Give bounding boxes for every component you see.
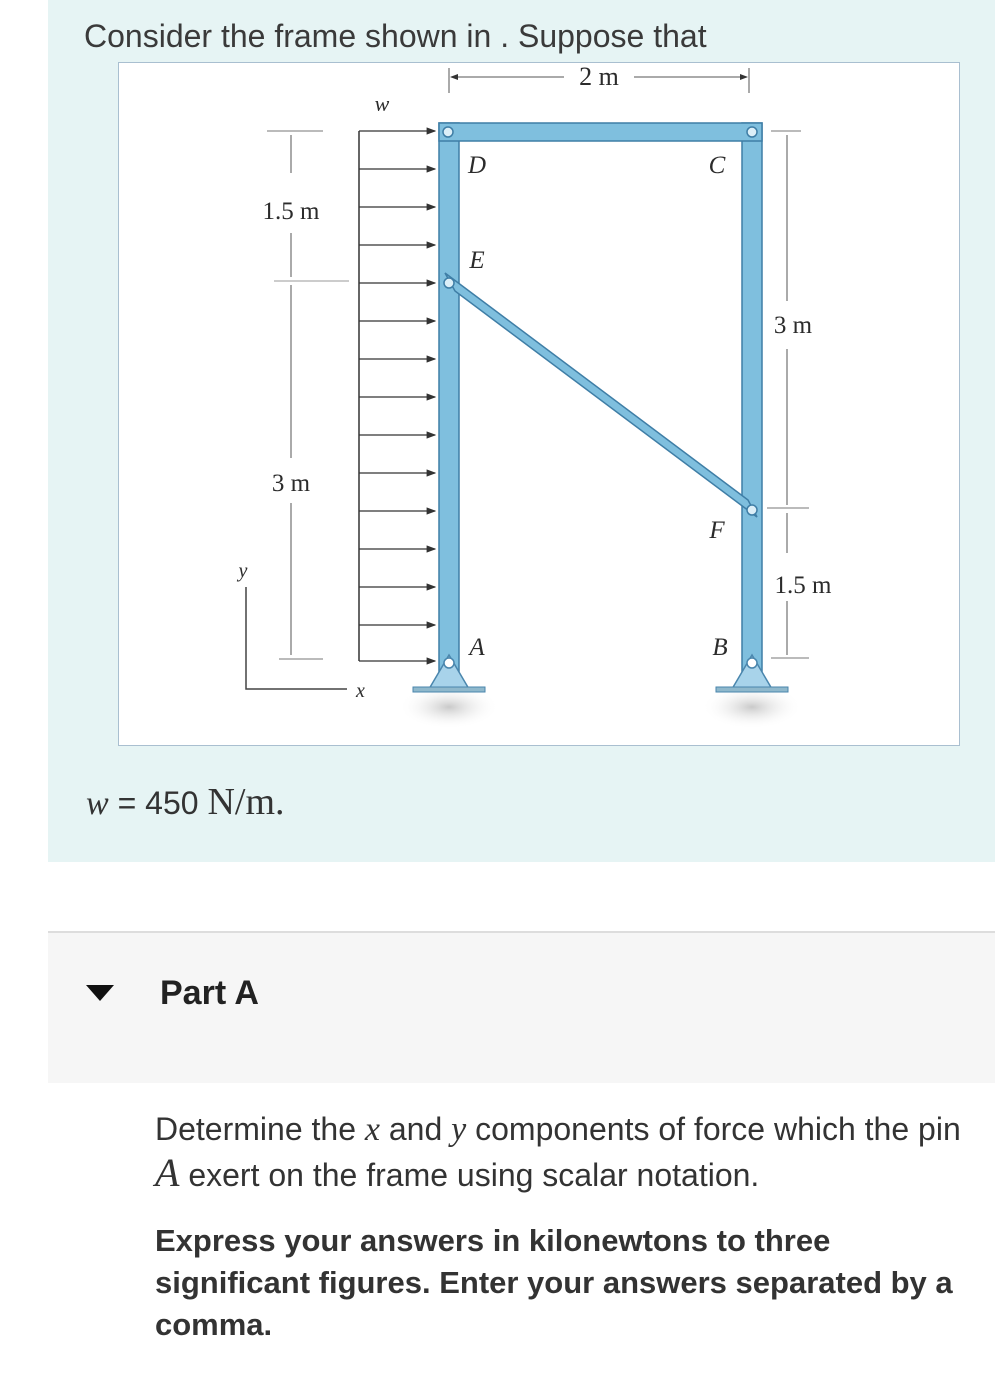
left-dimensions [263,131,349,659]
frame-figure [118,62,960,746]
question-text-4: exert on the frame using scalar notation. [179,1157,760,1193]
load-label: w [374,91,390,116]
member-right-column [742,123,762,673]
left-upper-dimension-label: 1.5 m [262,198,320,225]
left-lower-dimension-label: 3 m [271,470,311,497]
point-f-label: F [709,517,725,544]
point-d-label: D [467,152,487,179]
question-var-a: A [155,1150,180,1195]
x-axis-label: x [356,680,365,702]
distributed-load [359,91,435,661]
caret-down-icon[interactable] [86,985,114,1001]
question-text-2: and [379,1111,452,1147]
member-diagonal-ef [445,273,757,517]
top-span-label: 2 m [579,63,619,91]
part-a-title[interactable]: Part A [160,974,259,1012]
member-top-beam [439,123,762,141]
point-a-label: A [469,634,485,661]
given-variable: w [86,785,109,822]
frame-members [439,123,762,673]
question-var-x: x [364,1111,380,1148]
point-e-label: E [469,247,485,274]
right-lower-dimension-label: 1.5 m [774,572,832,599]
point-b-label: B [712,634,728,661]
question-var-y: y [451,1111,467,1148]
top-span-dimension [449,63,749,93]
right-upper-dimension-label: 3 m [773,312,813,339]
right-dimensions [767,131,832,658]
question-text-1: Determine the [155,1111,365,1147]
point-c-label: C [708,152,726,179]
question-text-3: components of force which the pin [466,1111,961,1147]
question-text [155,1108,985,1197]
pins [443,127,757,515]
given-load-value [86,780,285,824]
member-left-column [439,123,459,673]
given-equals: = 450 [108,785,208,821]
frame-diagram [119,63,961,747]
problem-intro-text: Consider the frame shown in . Suppose that [84,18,707,54]
answer-instruction: Express your answers in kilonewtons to three significant figures. Enter your answers separated by a comma. [155,1223,953,1342]
given-unit: N/m. [207,781,285,823]
y-axis-label: y [238,560,248,582]
coordinate-axes [237,560,365,702]
